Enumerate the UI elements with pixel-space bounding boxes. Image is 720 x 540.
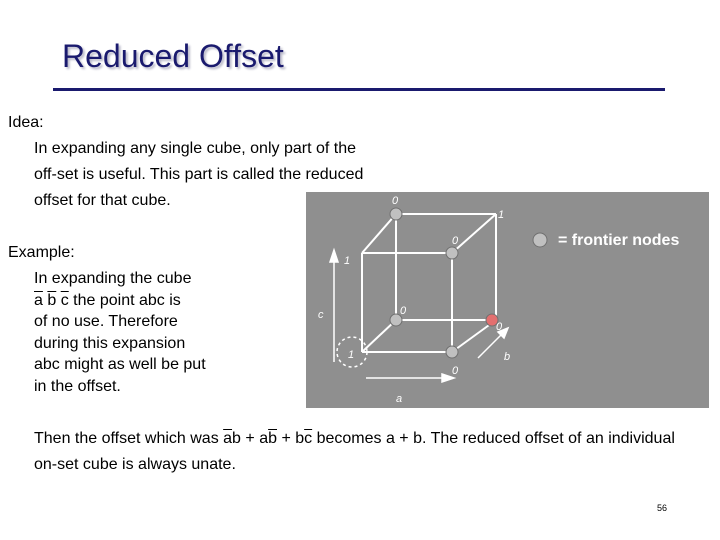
conclusion-part-2: becomes a + b. The reduced offset of an individual on-set cube is always unate. bbox=[34, 430, 675, 473]
plus-1: + bbox=[240, 430, 260, 447]
slide-title: Reduced Offset bbox=[62, 38, 284, 74]
idea-label: Idea: bbox=[8, 114, 44, 131]
term3-b: b bbox=[295, 430, 305, 447]
figure-background bbox=[306, 192, 709, 408]
conclusion-text bbox=[34, 426, 694, 478]
example-line-1: In expanding the cube bbox=[34, 270, 192, 287]
example-line-3: of no use. Therefore bbox=[34, 313, 178, 331]
example-label: Example: bbox=[8, 244, 75, 261]
example-line-2 bbox=[34, 290, 234, 312]
legend-text: = frontier nodes bbox=[558, 232, 680, 249]
cube-literal-a: $\overline{a}$ bbox=[34, 291, 43, 309]
node-1 bbox=[446, 247, 458, 259]
cube-diagram bbox=[306, 192, 709, 408]
term2-a: a bbox=[259, 430, 269, 447]
cube-figure bbox=[306, 192, 709, 408]
idea-text: In expanding any single cube, only part of the off-set is useful. This part is called the reduced offset for that cube. bbox=[34, 140, 364, 209]
label-3: 0 bbox=[452, 235, 459, 247]
label-1: 0 bbox=[392, 195, 399, 207]
example-line-6: in the offset. bbox=[34, 377, 121, 395]
node-3 bbox=[446, 346, 458, 358]
cube-literal-c: $\overline{c}$ bbox=[60, 291, 69, 309]
cube-literal-b: $\overline{b}$ bbox=[47, 291, 57, 309]
term3-c: $\overline{c}$ bbox=[304, 430, 313, 447]
page-number: 56 bbox=[657, 503, 668, 513]
label-5: 0 bbox=[400, 305, 407, 317]
example-line-5: abc might as well be put bbox=[34, 356, 206, 374]
label-8: 1 bbox=[348, 349, 355, 361]
term1-a: $\overline{a}$ bbox=[223, 430, 233, 447]
node-0 bbox=[390, 208, 402, 220]
example-text bbox=[34, 268, 234, 398]
term1-b: b bbox=[232, 430, 241, 447]
term2-b: $\overline{b}$ bbox=[268, 430, 277, 447]
legend-node-icon bbox=[533, 233, 547, 247]
example-line-4: during this expansion bbox=[34, 334, 186, 352]
label-2: 1 bbox=[498, 209, 505, 221]
axis-a-label: a bbox=[396, 393, 403, 405]
title-underline bbox=[53, 88, 665, 91]
label-7: 0 bbox=[452, 365, 459, 377]
label-6: 0 bbox=[496, 321, 503, 333]
example-line-2-rest: the point abc is bbox=[68, 291, 181, 309]
conclusion-part-1: Then the offset which was bbox=[34, 430, 224, 447]
plus-2: + bbox=[277, 430, 296, 447]
axis-c-label: c bbox=[318, 309, 324, 321]
axis-b-label: b bbox=[504, 351, 511, 363]
label-4: 1 bbox=[344, 255, 351, 267]
